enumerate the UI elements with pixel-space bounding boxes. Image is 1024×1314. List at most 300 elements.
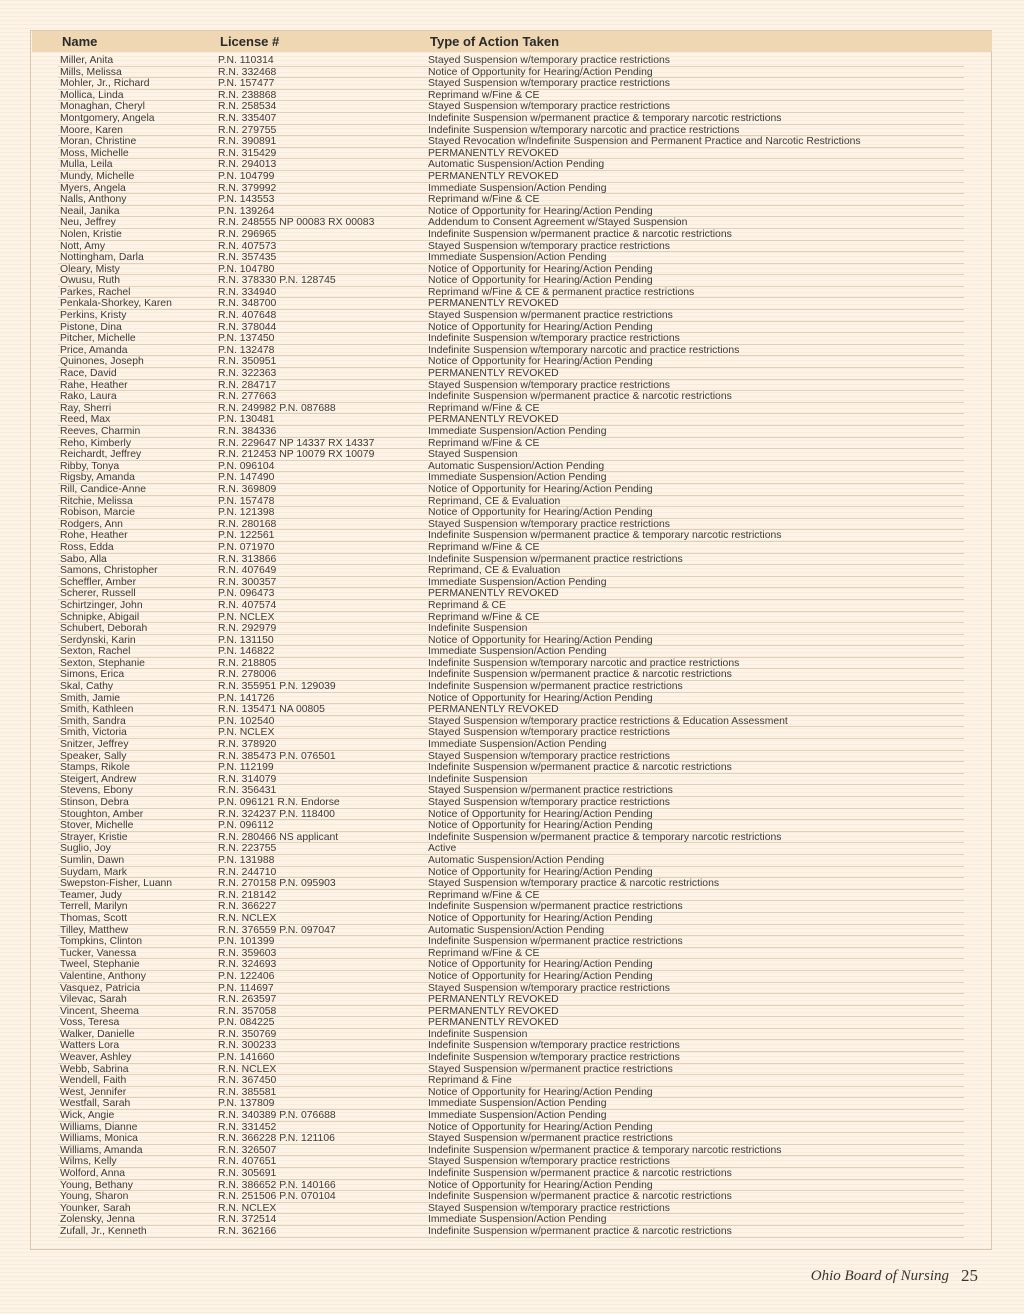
table-row bbox=[0, 1133, 1024, 1145]
table-row bbox=[0, 785, 1024, 797]
licensee-name: Strayer, Kristie bbox=[60, 831, 128, 843]
license-number: R.N. 212453 NP 10079 RX 10079 bbox=[218, 449, 375, 461]
license-number: R.N. 300357 bbox=[218, 576, 277, 588]
license-number: P.N. 157477 bbox=[218, 78, 275, 90]
table-row bbox=[0, 461, 1024, 473]
license-number: P.N. 112199 bbox=[218, 762, 274, 774]
table-row bbox=[0, 136, 1024, 148]
table-row bbox=[0, 542, 1024, 554]
table-row bbox=[0, 878, 1024, 890]
action-taken: Stayed Suspension w/temporary practice restrictions bbox=[428, 982, 670, 994]
license-number: R.N. 322363 bbox=[218, 368, 277, 380]
action-taken: Indefinite Suspension w/temporary narcotic and practice restrictions bbox=[428, 344, 740, 356]
table-row bbox=[0, 159, 1024, 171]
license-number: R.N. 249982 P.N. 087688 bbox=[218, 402, 336, 414]
license-number: P.N. 131988 bbox=[218, 854, 275, 866]
table-row bbox=[0, 1122, 1024, 1134]
licensee-name: Perkins, Kristy bbox=[60, 310, 127, 322]
license-number: R.N. 357435 bbox=[218, 252, 277, 264]
licensee-name: Suydam, Mark bbox=[60, 866, 127, 878]
licensee-name: Younker, Sarah bbox=[60, 1202, 131, 1214]
licensee-name: Vincent, Sheema bbox=[60, 1005, 139, 1017]
action-taken: Reprimand, CE & Evaluation bbox=[428, 495, 561, 507]
action-taken: Immediate Suspension/Action Pending bbox=[428, 1110, 607, 1122]
licensee-name: Skal, Cathy bbox=[60, 681, 114, 693]
license-number: R.N. 248555 NP 00083 RX 00083 bbox=[218, 217, 375, 229]
action-taken: Indefinite Suspension w/permanent practice & narcotic restrictions bbox=[428, 1168, 732, 1179]
table-row bbox=[0, 380, 1024, 392]
licensee-name: Rigsby, Amanda bbox=[60, 472, 135, 484]
licensee-name: Sumlin, Dawn bbox=[60, 854, 125, 866]
license-number: R.N. 362166 bbox=[218, 1225, 277, 1237]
license-number: R.N. 340389 P.N. 076688 bbox=[218, 1110, 336, 1122]
license-number: P.N. 084225 bbox=[218, 1017, 275, 1029]
license-number: P.N. 114697 bbox=[218, 982, 274, 994]
licensee-name: Schubert, Deborah bbox=[60, 623, 148, 635]
license-number: R.N. 270158 P.N. 095903 bbox=[218, 878, 336, 890]
license-number: P.N. 110314 bbox=[218, 55, 274, 66]
licensee-name: Reichardt, Jeffrey bbox=[60, 449, 142, 461]
license-number: R.N. 244710 bbox=[218, 866, 277, 878]
license-number: R.N. 324237 P.N. 118400 bbox=[218, 808, 335, 820]
license-number: R.N. 366227 bbox=[218, 901, 277, 913]
license-number: R.N. 300233 bbox=[218, 1040, 277, 1052]
action-taken: Indefinite Suspension w/temporary practice restrictions bbox=[428, 1040, 680, 1052]
licensee-name: Williams, Monica bbox=[60, 1133, 138, 1145]
action-taken: Stayed Suspension w/temporary practice restrictions bbox=[428, 240, 670, 252]
action-taken: Notice of Opportunity for Hearing/Action Pending bbox=[428, 205, 653, 217]
action-taken: Reprimand w/Fine & CE bbox=[428, 541, 540, 553]
license-number: R.N. 229647 NP 14337 RX 14337 bbox=[218, 437, 375, 449]
licensee-name: Williams, Dianne bbox=[60, 1121, 138, 1133]
table-row bbox=[0, 414, 1024, 426]
table-row bbox=[0, 1156, 1024, 1168]
action-taken: Immediate Suspension/Action Pending bbox=[428, 472, 607, 484]
licensee-name: Thomas, Scott bbox=[60, 912, 127, 924]
license-number: P.N. 131150 bbox=[218, 634, 274, 646]
licensee-name: Neail, Janika bbox=[60, 205, 120, 217]
action-taken: Notice of Opportunity for Hearing/Action Pending bbox=[428, 66, 653, 78]
licensee-name: Tilley, Matthew bbox=[60, 924, 129, 936]
table-row bbox=[0, 739, 1024, 751]
table-row bbox=[0, 1191, 1024, 1203]
licensee-name: Parkes, Rachel bbox=[60, 286, 131, 298]
action-taken: Notice of Opportunity for Hearing/Action Pending bbox=[428, 507, 653, 519]
action-taken: Stayed Suspension w/permanent practice restrictions bbox=[428, 785, 673, 797]
table-row bbox=[0, 217, 1024, 229]
table-row bbox=[0, 1064, 1024, 1076]
licensee-name: Serdynski, Karin bbox=[60, 634, 136, 646]
action-taken: Stayed Suspension bbox=[428, 449, 518, 461]
licensee-name: Rodgers, Ann bbox=[60, 518, 123, 530]
license-number: R.N. 315429 bbox=[218, 147, 277, 159]
license-number: R.N. 384336 bbox=[218, 426, 277, 437]
licensee-name: Scherer, Russell bbox=[60, 588, 136, 600]
licensee-name: Samons, Christopher bbox=[60, 565, 158, 577]
action-taken: Addendum to Consent Agreement w/Stayed Suspension bbox=[428, 217, 688, 229]
license-number: R.N. 218805 bbox=[218, 657, 277, 669]
table-row bbox=[0, 78, 1024, 90]
licensee-name: Walker, Danielle bbox=[60, 1028, 135, 1040]
action-taken: Stayed Suspension w/temporary practice restrictions bbox=[428, 379, 670, 391]
licensee-name: Montgomery, Angela bbox=[60, 112, 155, 124]
licensee-name: Reed, Max bbox=[60, 414, 111, 426]
table-row bbox=[0, 1168, 1024, 1180]
license-number: R.N. NCLEX bbox=[218, 912, 277, 924]
table-row bbox=[0, 1214, 1024, 1226]
licensee-name: Wolford, Anna bbox=[60, 1168, 126, 1179]
action-taken: Immediate Suspension/Action Pending bbox=[428, 1098, 607, 1110]
licensee-name: Stoughton, Amber bbox=[60, 808, 144, 820]
table-row bbox=[0, 774, 1024, 786]
licensee-name: Nalls, Anthony bbox=[60, 194, 127, 206]
license-number: R.N. 385473 P.N. 076501 bbox=[218, 750, 336, 762]
action-taken: Indefinite Suspension w/temporary practice restrictions bbox=[428, 333, 680, 345]
license-number: R.N. 335407 bbox=[218, 112, 277, 124]
table-row bbox=[0, 1006, 1024, 1018]
license-number: R.N. 407649 bbox=[218, 565, 277, 577]
table-row bbox=[0, 333, 1024, 345]
licensee-name: Moss, Michelle bbox=[60, 147, 129, 159]
license-number: R.N. 407651 bbox=[218, 1156, 277, 1168]
table-row bbox=[0, 1145, 1024, 1157]
action-taken: Immediate Suspension/Action Pending bbox=[428, 1214, 607, 1226]
licensee-name: Quinones, Joseph bbox=[60, 356, 144, 368]
table-row bbox=[0, 519, 1024, 531]
licensee-name: Stamps, Rikole bbox=[60, 762, 130, 774]
table-row bbox=[0, 1075, 1024, 1087]
licensee-name: Terrell, Marilyn bbox=[60, 901, 128, 913]
action-taken: Notice of Opportunity for Hearing/Action Pending bbox=[428, 820, 653, 832]
table-row bbox=[0, 716, 1024, 728]
table-row bbox=[0, 832, 1024, 844]
table-row bbox=[0, 1226, 1024, 1238]
action-taken: Indefinite Suspension w/permanent practice & narcotic restrictions bbox=[428, 669, 732, 681]
action-taken: Indefinite Suspension w/permanent practice restrictions bbox=[428, 553, 683, 565]
licensee-name: Oleary, Misty bbox=[60, 263, 120, 275]
action-taken: Notice of Opportunity for Hearing/Action Pending bbox=[428, 263, 653, 275]
licensee-name: Voss, Teresa bbox=[60, 1017, 120, 1029]
licensee-name: Reeves, Charmin bbox=[60, 426, 141, 437]
license-number: R.N. 390891 bbox=[218, 136, 277, 148]
license-number: R.N. 263597 bbox=[218, 994, 277, 1006]
license-number: R.N. 305691 bbox=[218, 1168, 277, 1179]
action-taken: Reprimand w/Fine & CE bbox=[428, 194, 540, 206]
license-number: R.N. 407574 bbox=[218, 599, 277, 611]
license-number: P.N. 104799 bbox=[218, 170, 275, 182]
license-number: P.N. 096104 bbox=[218, 460, 275, 472]
license-number: P.N. 122406 bbox=[218, 970, 275, 982]
action-taken: Indefinite Suspension w/permanent practice restrictions bbox=[428, 901, 683, 913]
license-number: P.N. 143553 bbox=[218, 194, 275, 206]
license-number: R.N. 334940 bbox=[218, 286, 277, 298]
license-number: P.N. 096121 R.N. Endorse bbox=[218, 797, 340, 808]
licensee-name: Ray, Sherri bbox=[60, 402, 112, 414]
page-number: 25 bbox=[961, 1266, 978, 1285]
table-row bbox=[0, 264, 1024, 276]
license-number: R.N. 314079 bbox=[218, 773, 277, 785]
license-number: R.N. 279755 bbox=[218, 124, 277, 136]
license-number: R.N. 359603 bbox=[218, 947, 277, 959]
licensee-name: Sexton, Stephanie bbox=[60, 657, 145, 669]
license-number: R.N. 331452 bbox=[218, 1121, 277, 1133]
licensee-name: Nolen, Kristie bbox=[60, 228, 122, 240]
licensee-name: Robison, Marcie bbox=[60, 507, 136, 519]
action-taken: Indefinite Suspension bbox=[428, 773, 528, 785]
license-number: P.N. 122561 bbox=[218, 530, 275, 542]
table-row bbox=[0, 925, 1024, 937]
action-taken: Indefinite Suspension w/permanent practice restrictions bbox=[428, 936, 683, 948]
table-row bbox=[0, 229, 1024, 241]
licensee-name: Price, Amanda bbox=[60, 344, 128, 356]
license-number: P.N. 141660 bbox=[218, 1052, 275, 1064]
table-row bbox=[0, 356, 1024, 368]
license-number: R.N. NCLEX bbox=[218, 1063, 277, 1075]
license-number: R.N. 223755 bbox=[218, 843, 277, 855]
licensee-name: Steigert, Andrew bbox=[60, 773, 137, 785]
license-number: P.N. 071970 bbox=[218, 541, 275, 553]
action-taken: Notice of Opportunity for Hearing/Action Pending bbox=[428, 692, 653, 704]
license-number: R.N. 280466 NS applicant bbox=[218, 831, 339, 843]
table-row bbox=[0, 1052, 1024, 1064]
table-row bbox=[0, 623, 1024, 635]
licensee-name: Ritchie, Melissa bbox=[60, 495, 133, 507]
action-taken: Reprimand w/Fine & CE & permanent practice restrictions bbox=[428, 286, 695, 298]
table-row bbox=[0, 797, 1024, 809]
table-row bbox=[0, 275, 1024, 287]
licensee-name: Weaver, Ashley bbox=[60, 1052, 132, 1064]
action-taken: Indefinite Suspension w/temporary narcotic and practice restrictions bbox=[428, 124, 740, 136]
action-taken: Stayed Suspension w/temporary practice restrictions bbox=[428, 78, 670, 90]
licensee-name: Stinson, Debra bbox=[60, 797, 129, 808]
action-taken: Reprimand w/Fine & CE bbox=[428, 89, 540, 101]
licensee-name: Stover, Michelle bbox=[60, 820, 134, 832]
table-row bbox=[0, 183, 1024, 195]
licensee-name: Williams, Amanda bbox=[60, 1144, 143, 1156]
action-taken: Notice of Opportunity for Hearing/Action Pending bbox=[428, 356, 653, 368]
table-row bbox=[0, 345, 1024, 357]
action-taken: Reprimand w/Fine & CE bbox=[428, 947, 540, 959]
licensee-name: Mundy, Michelle bbox=[60, 170, 135, 182]
license-number: R.N. 378920 bbox=[218, 739, 277, 751]
license-number: R.N. 372514 bbox=[218, 1214, 277, 1226]
table-row bbox=[0, 635, 1024, 647]
action-taken: PERMANENTLY REVOKED bbox=[428, 170, 559, 182]
licensee-name: Zolensky, Jenna bbox=[60, 1214, 135, 1226]
action-taken: Immediate Suspension/Action Pending bbox=[428, 739, 607, 751]
action-taken: PERMANENTLY REVOKED bbox=[428, 588, 559, 600]
action-taken: Reprimand w/Fine & CE bbox=[428, 889, 540, 901]
license-number: R.N. 258534 bbox=[218, 101, 277, 113]
licensee-name: Tweel, Stephanie bbox=[60, 959, 140, 971]
licensee-name: Suglio, Joy bbox=[60, 843, 111, 855]
license-number: R.N. 407648 bbox=[218, 310, 277, 322]
license-number: R.N. 367450 bbox=[218, 1075, 277, 1087]
action-taken: Notice of Opportunity for Hearing/Action Pending bbox=[428, 808, 653, 820]
table-row bbox=[0, 241, 1024, 253]
table-row bbox=[0, 693, 1024, 705]
action-taken: Stayed Suspension w/temporary practice restrictions bbox=[428, 1202, 670, 1214]
license-number: R.N. 278006 bbox=[218, 669, 277, 681]
action-taken: Notice of Opportunity for Hearing/Action Pending bbox=[428, 1121, 653, 1133]
license-number: R.N. 385581 bbox=[218, 1086, 277, 1098]
licensee-name: Pistone, Dina bbox=[60, 321, 122, 333]
table-row bbox=[0, 1203, 1024, 1215]
table-row bbox=[0, 101, 1024, 113]
action-taken: Indefinite Suspension bbox=[428, 1028, 528, 1040]
table-row bbox=[0, 55, 1024, 67]
licensee-name: Schirtzinger, John bbox=[60, 599, 143, 611]
licensee-name: Rako, Laura bbox=[60, 391, 117, 403]
action-taken: PERMANENTLY REVOKED bbox=[428, 994, 559, 1006]
action-taken: Stayed Suspension w/temporary practice restrictions bbox=[428, 1156, 670, 1168]
table-row bbox=[0, 959, 1024, 971]
license-number: P.N. 104780 bbox=[218, 263, 275, 275]
license-number: R.N. 251506 P.N. 070104 bbox=[218, 1191, 336, 1203]
publication-name: Ohio Board of Nursing bbox=[810, 1268, 949, 1284]
action-taken: Immediate Suspension/Action Pending bbox=[428, 576, 607, 588]
column-header-name: Name bbox=[62, 34, 98, 49]
license-number: R.N. 378044 bbox=[218, 321, 277, 333]
licensee-name: Swepston-Fisher, Luann bbox=[60, 878, 173, 890]
table-row bbox=[0, 530, 1024, 542]
license-number: R.N. NCLEX bbox=[218, 1202, 277, 1214]
action-taken: Reprimand & CE bbox=[428, 599, 506, 611]
table-row bbox=[0, 507, 1024, 519]
licensee-name: Nott, Amy bbox=[60, 240, 106, 252]
license-number: P.N. 121398 bbox=[218, 507, 275, 519]
action-taken: Notice of Opportunity for Hearing/Action Pending bbox=[428, 483, 653, 495]
licensee-name: Smith, Kathleen bbox=[60, 704, 134, 716]
table-row bbox=[0, 113, 1024, 125]
table-row bbox=[0, 438, 1024, 450]
table-row bbox=[0, 171, 1024, 183]
action-taken: Indefinite Suspension w/permanent practice & temporary narcotic restrictions bbox=[428, 530, 782, 542]
table-row bbox=[0, 1098, 1024, 1110]
action-taken: Stayed Suspension w/temporary practice restrictions bbox=[428, 797, 670, 808]
license-number: P.N. 132478 bbox=[218, 344, 275, 356]
licensee-name: Vasquez, Patricia bbox=[60, 982, 141, 994]
action-taken: Notice of Opportunity for Hearing/Action Pending bbox=[428, 912, 653, 924]
table-row bbox=[0, 391, 1024, 403]
licensee-name: Westfall, Sarah bbox=[60, 1098, 131, 1110]
action-taken: PERMANENTLY REVOKED bbox=[428, 368, 559, 380]
table-row bbox=[0, 646, 1024, 658]
table-row bbox=[0, 90, 1024, 102]
license-number: R.N. 294013 bbox=[218, 159, 277, 171]
licensee-name: Mohler, Jr., Richard bbox=[60, 78, 150, 90]
action-taken: Indefinite Suspension w/permanent practice & narcotic restrictions bbox=[428, 762, 732, 774]
action-taken: Indefinite Suspension w/permanent practice & narcotic restrictions bbox=[428, 391, 732, 403]
licensee-name: Ribby, Tonya bbox=[60, 460, 120, 472]
table-row bbox=[0, 403, 1024, 415]
license-number: P.N. 139264 bbox=[218, 205, 275, 217]
action-taken: Automatic Suspension/Action Pending bbox=[428, 460, 605, 472]
table-row bbox=[0, 681, 1024, 693]
licensee-name: Mulla, Leila bbox=[60, 159, 113, 171]
table-row bbox=[0, 913, 1024, 925]
licensee-name: Miller, Anita bbox=[60, 55, 114, 66]
license-number: R.N. 356431 bbox=[218, 785, 277, 797]
action-taken: Automatic Suspension/Action Pending bbox=[428, 159, 605, 171]
table-row bbox=[0, 206, 1024, 218]
table-row bbox=[0, 125, 1024, 137]
license-number: R.N. 355951 P.N. 129039 bbox=[218, 681, 336, 693]
license-number: R.N. 238868 bbox=[218, 89, 277, 101]
table-row bbox=[0, 426, 1024, 438]
table-row bbox=[0, 322, 1024, 334]
action-taken: Stayed Suspension w/permanent practice restrictions bbox=[428, 1063, 673, 1075]
license-number: P.N. 102540 bbox=[218, 715, 275, 727]
license-number: R.N. 277663 bbox=[218, 391, 277, 403]
licensee-name: Speaker, Sally bbox=[60, 750, 127, 762]
licensee-name: Young, Sharon bbox=[60, 1191, 129, 1203]
licensee-name: Teamer, Judy bbox=[60, 889, 122, 901]
license-number: P.N. 137809 bbox=[218, 1098, 275, 1110]
license-number: R.N. 350951 bbox=[218, 356, 277, 368]
licensee-name: Smith, Sandra bbox=[60, 715, 126, 727]
licensee-name: Schnipke, Abigail bbox=[60, 611, 140, 623]
action-taken: Stayed Suspension w/temporary practice restrictions bbox=[428, 55, 670, 66]
licensee-name: Rill, Candice-Anne bbox=[60, 483, 147, 495]
table-row bbox=[0, 496, 1024, 508]
table-row bbox=[0, 855, 1024, 867]
license-number: P.N. NCLEX bbox=[218, 727, 275, 739]
license-number: P.N. 101399 bbox=[218, 936, 275, 948]
table-row bbox=[0, 194, 1024, 206]
table-row bbox=[0, 704, 1024, 716]
action-taken: Indefinite Suspension w/permanent practice & temporary narcotic restrictions bbox=[428, 112, 782, 124]
licensee-name: Rohe, Heather bbox=[60, 530, 128, 542]
action-taken: Notice of Opportunity for Hearing/Action Pending bbox=[428, 959, 653, 971]
license-number: P.N. NCLEX bbox=[218, 611, 275, 623]
license-number: P.N. 137450 bbox=[218, 333, 275, 345]
table-row bbox=[0, 310, 1024, 322]
licensee-name: Smith, Victoria bbox=[60, 727, 127, 739]
disciplinary-actions-table bbox=[0, 55, 1024, 1238]
licensee-name: Sexton, Rachel bbox=[60, 646, 131, 658]
action-taken: Stayed Suspension w/temporary practice restrictions bbox=[428, 518, 670, 530]
action-taken: Active bbox=[428, 843, 457, 855]
license-number: P.N. 130481 bbox=[218, 414, 275, 426]
licensee-name: Watters Lora bbox=[60, 1040, 120, 1052]
table-row bbox=[0, 565, 1024, 577]
license-number: R.N. 348700 bbox=[218, 298, 277, 310]
table-row bbox=[0, 484, 1024, 496]
action-taken: Reprimand w/Fine & CE bbox=[428, 402, 540, 414]
action-taken: Immediate Suspension/Action Pending bbox=[428, 182, 607, 194]
license-number: R.N. 326507 bbox=[218, 1144, 277, 1156]
action-taken: Reprimand, CE & Evaluation bbox=[428, 565, 561, 577]
action-taken: Notice of Opportunity for Hearing/Action Pending bbox=[428, 1179, 653, 1191]
table-row bbox=[0, 1110, 1024, 1122]
licensee-name: Neu, Jeffrey bbox=[60, 217, 116, 229]
license-number: R.N. 379992 bbox=[218, 182, 277, 194]
license-number: R.N. 135471 NA 00805 bbox=[218, 704, 325, 716]
action-taken: Automatic Suspension/Action Pending bbox=[428, 854, 605, 866]
license-number: R.N. 407573 bbox=[218, 240, 277, 252]
table-row bbox=[0, 577, 1024, 589]
table-row bbox=[0, 867, 1024, 879]
action-taken: PERMANENTLY REVOKED bbox=[428, 704, 559, 716]
license-number: P.N. 096473 bbox=[218, 588, 275, 600]
licensee-name: Wilms, Kelly bbox=[60, 1156, 117, 1168]
table-row bbox=[0, 762, 1024, 774]
action-taken: Notice of Opportunity for Hearing/Action Pending bbox=[428, 321, 653, 333]
licensee-name: Mollica, Linda bbox=[60, 89, 124, 101]
table-row bbox=[0, 449, 1024, 461]
action-taken: PERMANENTLY REVOKED bbox=[428, 1005, 559, 1017]
